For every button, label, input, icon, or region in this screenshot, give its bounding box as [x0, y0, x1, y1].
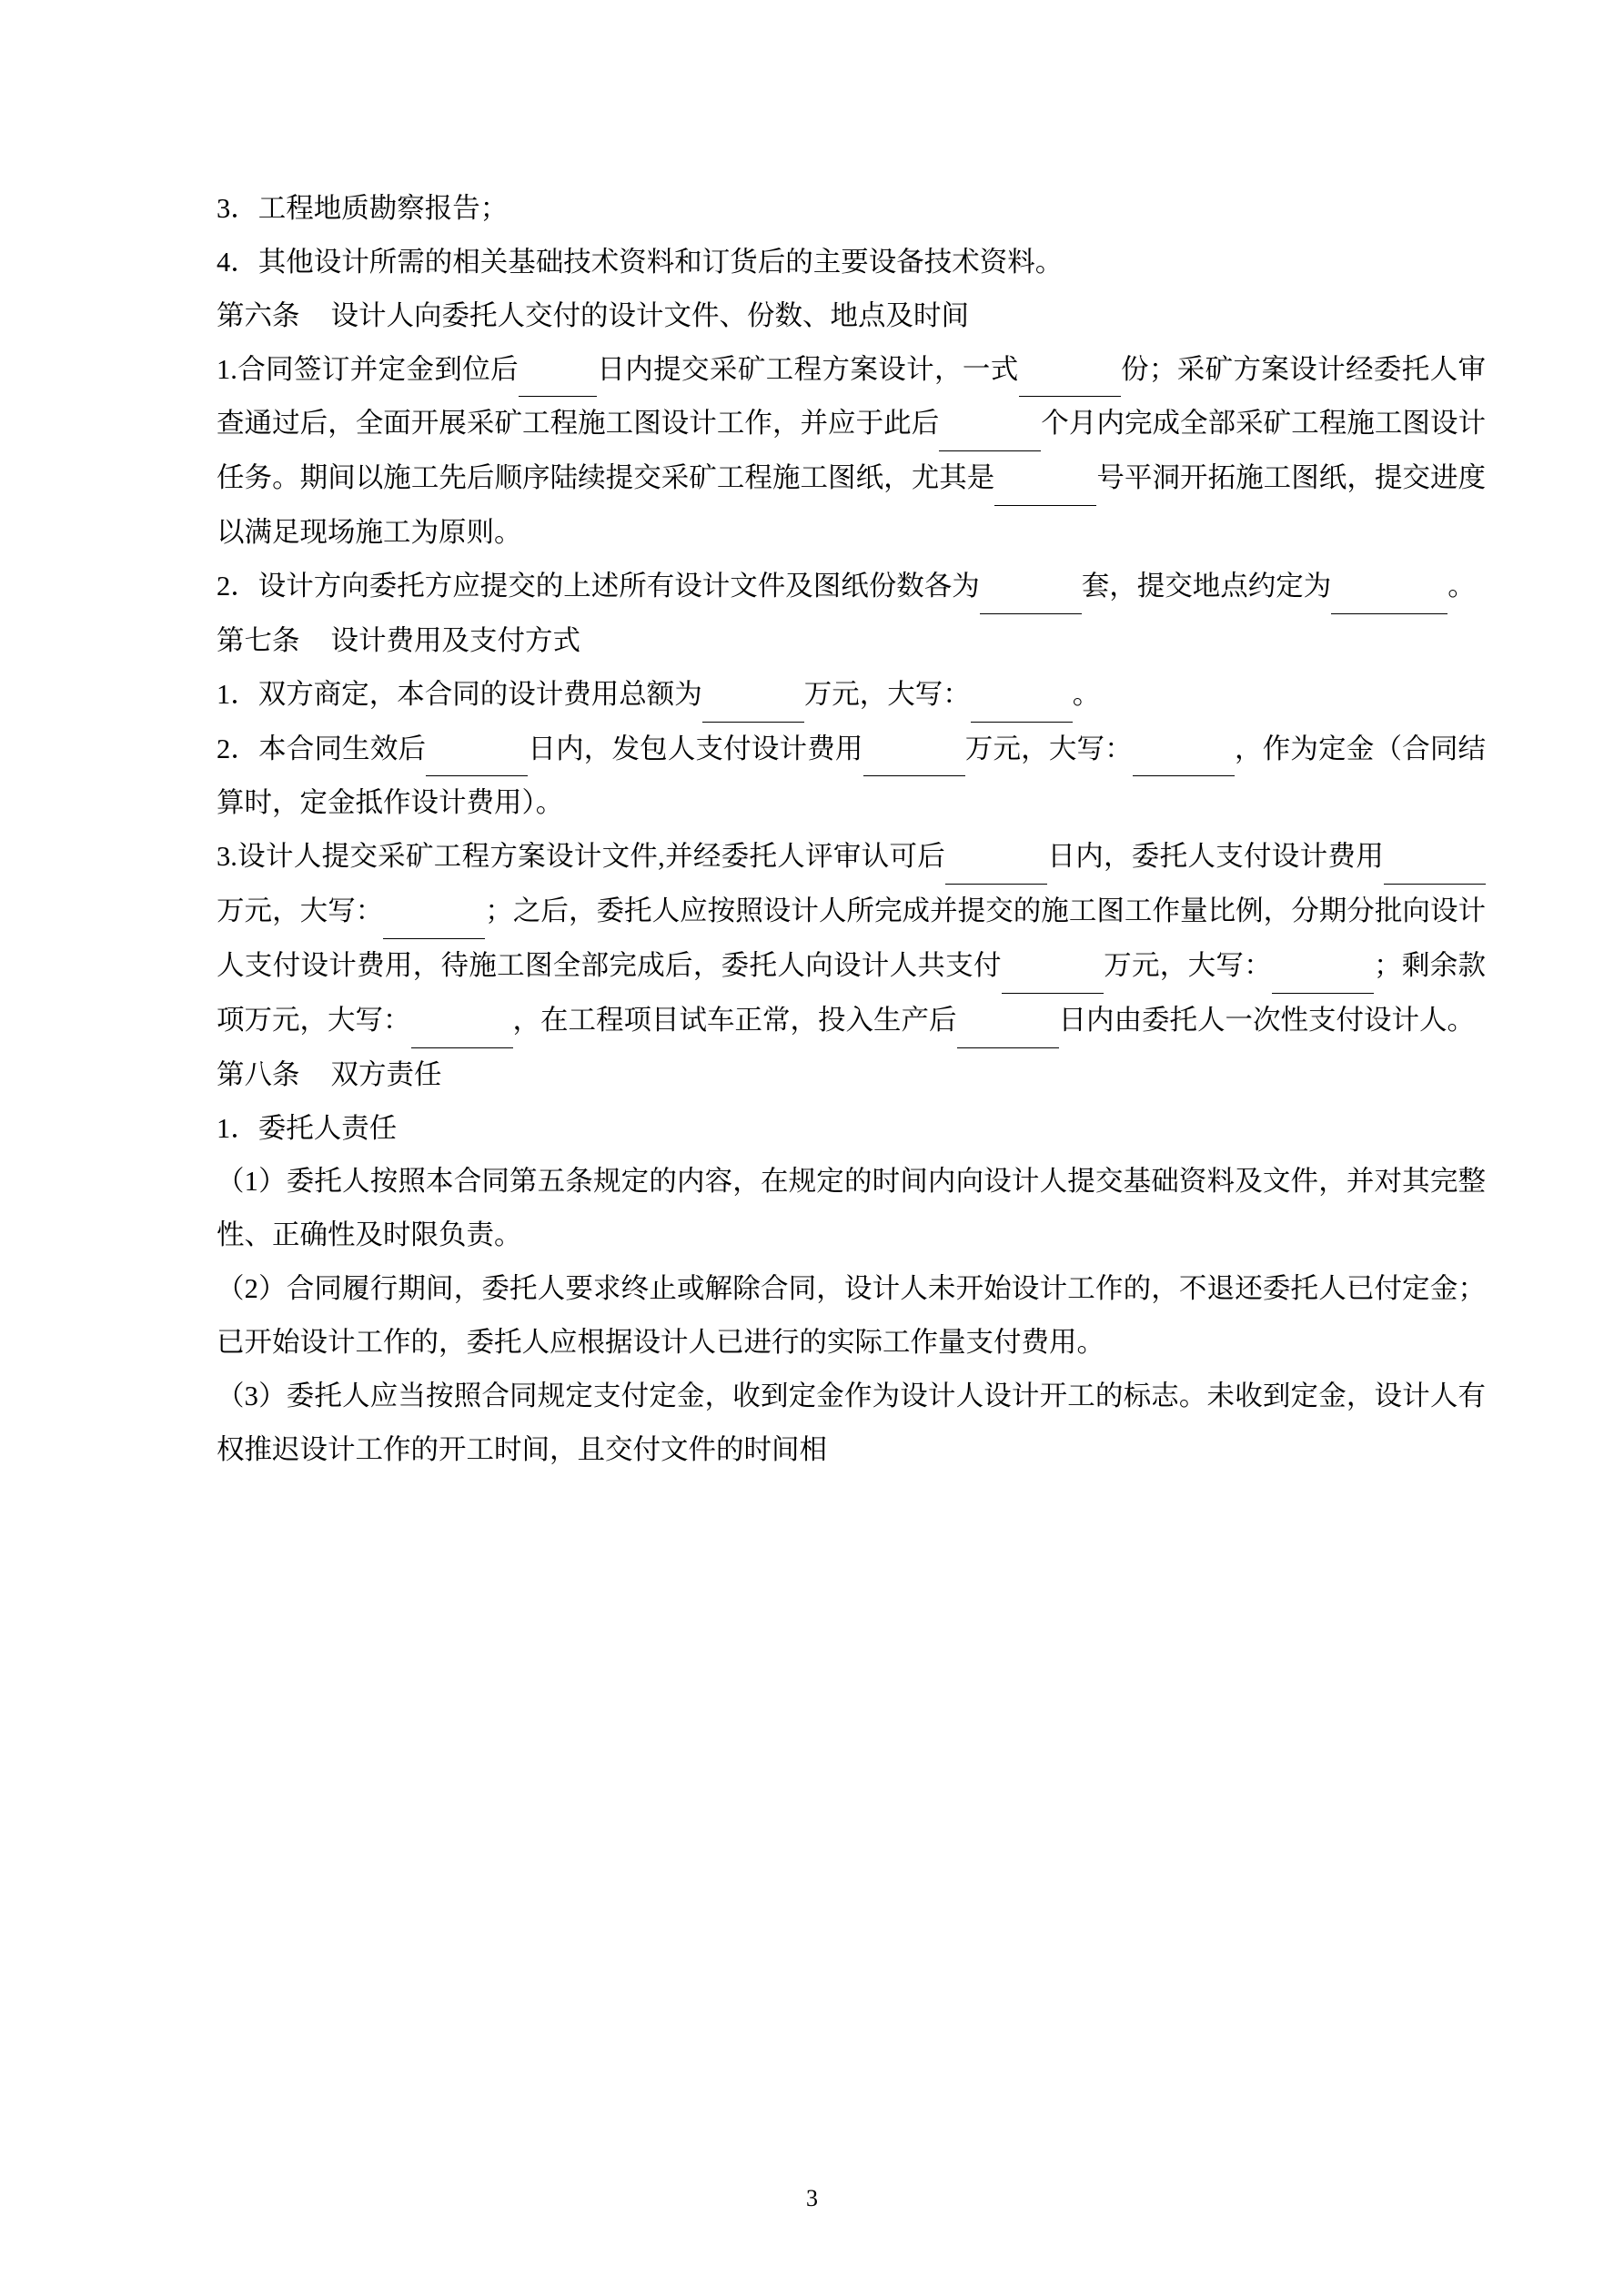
paragraph-text: 份；采矿方案设计经委托人审查通过后，全面开展采矿工程施工图设计工作，并应于此后 — [217, 353, 1487, 440]
paragraph — [164, 1262, 1486, 1370]
paragraph-text: 1.合同签订并定金到位后 — [217, 353, 519, 385]
paragraph-text: 日内由委托人一次性支付设计人。 — [1058, 1004, 1475, 1036]
paragraph-text: 2．本合同生效后 — [217, 733, 427, 764]
paragraph-text: 万元，大写： — [964, 733, 1133, 764]
paragraph-text: 万元，大写： — [803, 678, 971, 710]
paragraph — [164, 723, 1486, 831]
fill-in-blank[interactable] — [1272, 939, 1374, 994]
paragraph-text: 。 — [1072, 678, 1101, 710]
paragraph-text: （3）委托人应当按照合同规定支付定金，收到定金作为设计人设计开工的标志。未收到定金，设计人有权推迟设计工作的开工时间，且交付文件的时间相 — [217, 1380, 1486, 1465]
paragraph-text: ，在工程项目试车正常，投入生产后 — [512, 1004, 957, 1036]
fill-in-blank[interactable] — [1019, 343, 1121, 398]
fill-in-blank[interactable] — [1133, 723, 1235, 777]
fill-in-blank[interactable] — [945, 830, 1047, 885]
paragraph — [164, 343, 1486, 560]
fill-in-blank[interactable] — [957, 994, 1059, 1048]
paragraph-text: 个月内完成全部采矿工程施工图设计任务。期间以施工先后顺序陆续提交采矿工程施工图纸，尤其是 — [217, 408, 1487, 494]
fill-in-blank[interactable] — [1331, 560, 1447, 614]
paragraph-text: 套，提交地点约定为 — [1081, 571, 1332, 602]
paragraph-text: 万元，大写： — [217, 895, 384, 927]
page-number: 3 — [806, 2185, 818, 2211]
paragraph-text: 4．其他设计所需的相关基础技术资料和订货后的主要设备技术资料。 — [217, 246, 1064, 278]
paragraph — [164, 1155, 1486, 1262]
paragraph — [164, 289, 1486, 343]
paragraph — [164, 1102, 1486, 1156]
paragraph-text: 1．委托人责任 — [217, 1112, 398, 1144]
paragraph-text: 日内，委托人支付设计费用 — [1047, 841, 1385, 873]
fill-in-blank[interactable] — [411, 994, 513, 1048]
paragraph-text: 日内提交采矿工程方案设计，一式 — [597, 353, 1019, 385]
fill-in-blank[interactable] — [1384, 830, 1486, 885]
clause-heading: 第七条 — [217, 624, 300, 656]
fill-in-blank[interactable] — [702, 668, 804, 723]
fill-in-blank[interactable] — [980, 560, 1082, 614]
fill-in-blank[interactable] — [519, 343, 597, 398]
paragraph-text: 3.设计人提交采矿工程方案设计文件,并经委托人评审认可后 — [217, 841, 946, 873]
paragraph-text: 日内，发包人支付设计费用 — [528, 733, 863, 764]
paragraph — [164, 668, 1486, 723]
paragraph-text: 设计人向委托人交付的设计文件、份数、地点及时间 — [330, 299, 969, 331]
clause-heading: 第八条 — [217, 1058, 300, 1090]
paragraph-text: 1．双方商定，本合同的设计费用总额为 — [217, 678, 702, 710]
fill-in-blank[interactable] — [971, 668, 1073, 723]
paragraph-text: 号平洞开拓施工图纸，提交进度以满足现场施工为原则。 — [217, 462, 1487, 549]
paragraph-text: ，作为定金（合同结算时，定金抵作设计费用）。 — [217, 733, 1487, 819]
paragraph-text: （1）委托人按照本合同第五条规定的内容，在规定的时间内向设计人提交基础资料及文件，并对其完整性、正确性及时限负责。 — [217, 1166, 1486, 1251]
paragraph-text: 设计费用及支付方式 — [330, 624, 580, 656]
paragraph-text: 3．工程地质勘察报告； — [217, 193, 509, 224]
paragraph — [164, 1048, 1486, 1102]
paragraph-text: 万元，大写： — [1103, 950, 1273, 982]
fill-in-blank[interactable] — [939, 397, 1041, 451]
paragraph — [164, 236, 1486, 289]
paragraph — [164, 830, 1486, 1047]
fill-in-blank[interactable] — [1002, 939, 1104, 994]
fill-in-blank[interactable] — [863, 723, 965, 777]
fill-in-blank[interactable] — [426, 723, 528, 777]
paragraph — [164, 560, 1486, 614]
paragraph-text: 2．设计方向委托方应提交的上述所有设计文件及图纸份数各为 — [217, 571, 980, 602]
paragraph-text: ；剩余款项万元，大写： — [217, 950, 1487, 1036]
paragraph — [164, 182, 1486, 236]
paragraph-text: （2）合同履行期间，委托人要求终止或解除合同，设计人未开始设计工作的，不退还委托人已付定金；已开始设计工作的，委托人应根据设计人已进行的实际工作量支付费用。 — [217, 1273, 1486, 1359]
paragraph — [164, 1370, 1486, 1477]
paragraph-text: 双方责任 — [330, 1058, 442, 1090]
document-body — [164, 182, 1486, 1477]
paragraph-text: 。 — [1447, 571, 1476, 602]
paragraph-text: ；之后，委托人应按照设计人所完成并提交的施工图工作量比例，分期分批向设计人支付设计费用，待施工图全部完成后，委托人向设计人共支付 — [217, 895, 1487, 982]
fill-in-blank[interactable] — [383, 885, 485, 939]
clause-heading: 第六条 — [217, 299, 300, 331]
paragraph — [164, 614, 1486, 668]
fill-in-blank[interactable] — [994, 451, 1096, 506]
